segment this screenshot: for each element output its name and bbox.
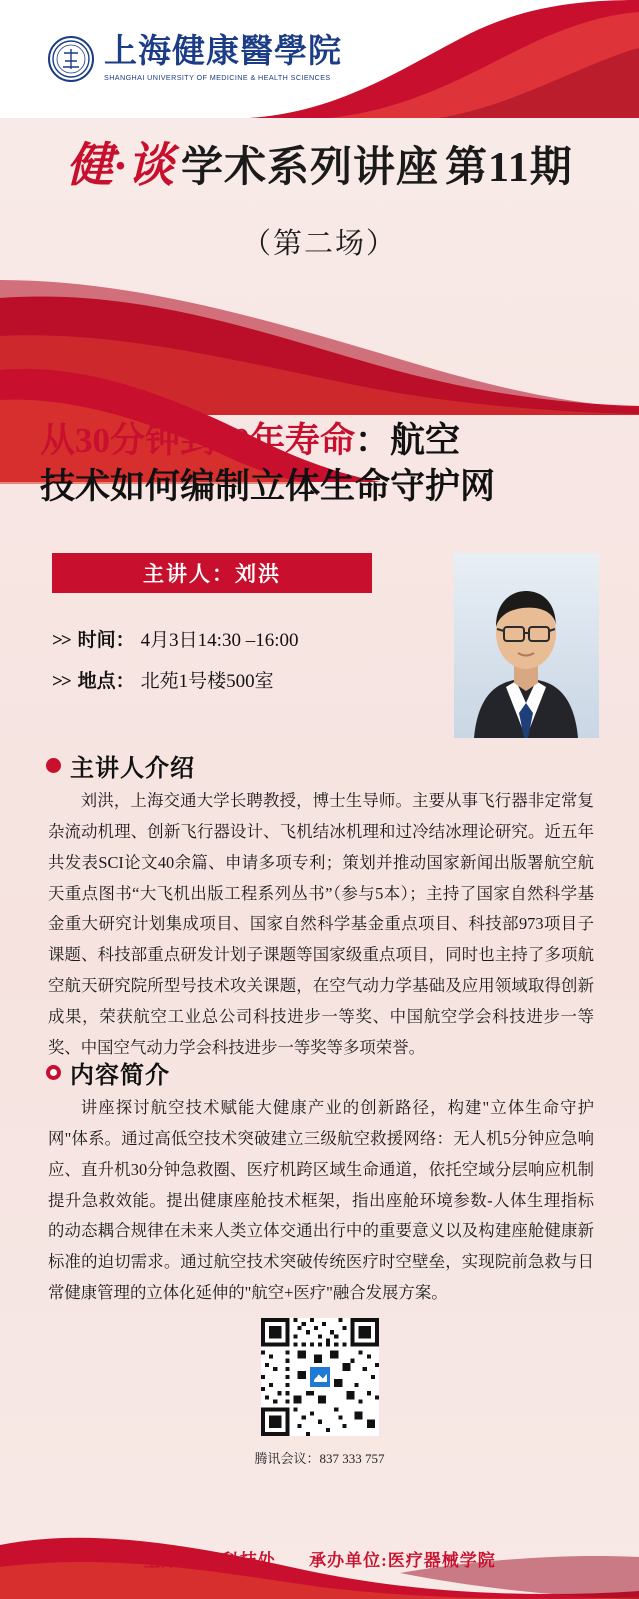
qr-block	[0, 1318, 639, 1467]
footer-decoration	[0, 1449, 639, 1599]
info-row-time	[52, 625, 432, 652]
section-body-abstract: 讲座探讨航空技术赋能大健康产业的创新路径，构建"立体生命守护网"体系。通过高低空技术突破建立三级航空救援网络：无人机5分钟应急响应、直升机30分钟急救圈、医疗机跨区域生命通道，依托空域分层响应机制提升急救效能。提出健康座舱技术框架，指出座舱环境参数-人体生理指标的动态耦合规律在未来人类立体交通出行中的重要意义以及构建座舱健康新标准的迫切需求。通过航空技术突破传统医疗时空壁垒，实现院前急救与日常健康管理的立体化延伸的"航空+医疗"融合发展方案。	[48, 1098, 594, 1303]
section-body-speaker-intro: 刘洪，上海交通大学长聘教授，博士生导师。主要从事飞行器非定常复杂流动机理、创新飞行器设计、飞机结冰机理和过冷结冰理论研究。近五年共发表SCI论文40余篇、申请多项专利；策划并推动国家新闻出版署航空航天重点图书“大飞机出版工程系列丛书”（参与5本）；主持了国家自然科学基金重大研究计划集成项目、国家自然科学基金重点项目、科技部973项目子课题、科技部重点研发计划子课题等国家级重点项目，同时也主持了多项航空航天研究院所型号技术攻关课题，在空气动力学基础及应用领域取得创新成果，荣获航空工业总公司科技进步一等奖、中国航空学会科技进步一等奖、中国空气动力学会科技进步一等奖等多项荣誉。	[48, 791, 594, 1057]
chevron-right-icon: >>	[52, 630, 70, 651]
logo-text-en: SHANGHAI UNIVERSITY OF MEDICINE & HEALTH SCIENCES	[104, 73, 331, 82]
chevron-right-icon-2: >>	[52, 671, 70, 692]
section-heading-abstract	[46, 1055, 170, 1090]
title-block	[0, 128, 639, 262]
lecture-title	[40, 418, 600, 509]
footer-organizer: 主办单位:科技处	[143, 1551, 276, 1570]
issue-number: 第11期	[445, 145, 573, 191]
header-band	[0, 0, 639, 118]
speaker-tag: 主讲人：刘洪	[52, 553, 372, 593]
place-value: 北苑1号楼500室	[140, 671, 274, 692]
qr-code-icon	[261, 1318, 379, 1436]
lecture-title-line-2: 技术如何编制立体生命守护网	[40, 466, 496, 506]
place-label: 地点：	[77, 671, 135, 692]
time-value: 4月3日14:30 –16:00	[140, 630, 299, 651]
seal-glyph-icon	[51, 39, 91, 79]
event-info	[52, 625, 432, 707]
footer-credits	[0, 1546, 639, 1571]
bullet-dot-icon	[46, 758, 61, 773]
time-label: 时间：	[77, 630, 135, 651]
bullet-ring-icon	[46, 1065, 61, 1080]
footer-co-organizer: 承办单位:医疗器械学院	[309, 1551, 496, 1570]
title-line	[0, 128, 639, 195]
qr-caption: 腾讯会议：837 333 757	[254, 1451, 385, 1466]
brand-title: 健·谈	[66, 140, 176, 192]
info-row-place	[52, 666, 432, 693]
section-title-abstract: 内容简介	[70, 1063, 170, 1089]
section-heading-speaker-intro	[46, 748, 195, 783]
lecture-title-line-1	[40, 418, 600, 464]
university-seal-icon	[48, 36, 94, 82]
qr-code[interactable]	[261, 1318, 379, 1436]
portrait-illustration	[454, 553, 599, 738]
speaker-portrait	[454, 553, 599, 738]
section-title-speaker-intro: 主讲人介绍	[70, 756, 195, 782]
lecture-title-part-red: 从30分钟到10年寿命	[40, 421, 356, 460]
series-title: 学术系列讲座	[181, 145, 440, 191]
session-label: （第二场）	[241, 228, 397, 260]
university-logo	[48, 36, 342, 82]
logo-text-cn: 上海健康醫學院	[104, 34, 342, 70]
lecture-title-part-black: ：航空	[355, 421, 461, 460]
